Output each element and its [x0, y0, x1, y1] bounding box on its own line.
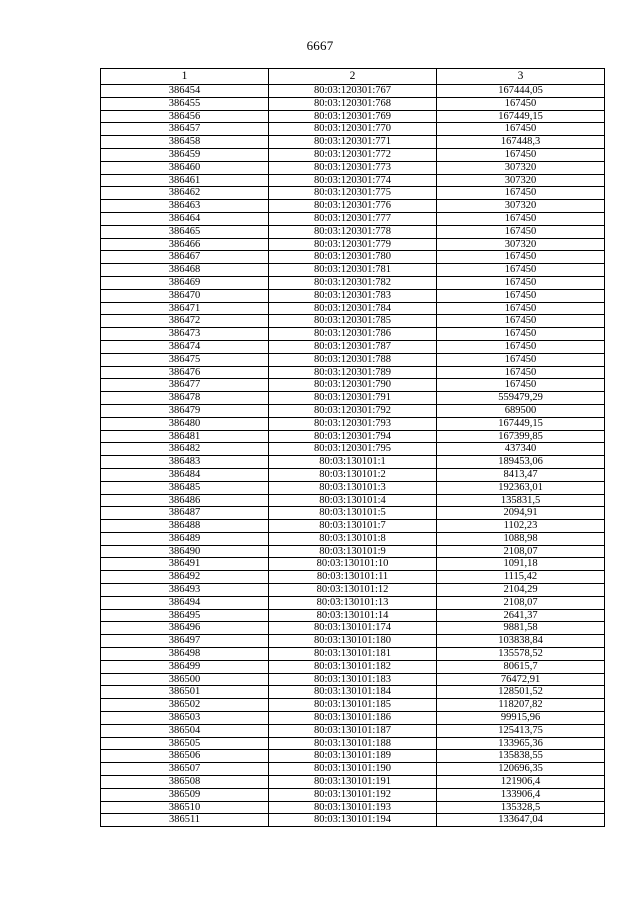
table-row — [101, 584, 605, 597]
value-cell: 167450 — [437, 302, 605, 315]
row-number-cell: 386467 — [101, 251, 269, 264]
table-row — [101, 187, 605, 200]
value-cell: 2641,37 — [437, 609, 605, 622]
table-row — [101, 123, 605, 136]
row-number-cell: 386486 — [101, 494, 269, 507]
row-number-cell: 386479 — [101, 404, 269, 417]
table-row — [101, 110, 605, 123]
value-cell: 167450 — [437, 251, 605, 264]
row-number-cell: 386511 — [101, 814, 269, 827]
table-row — [101, 404, 605, 417]
cadastral-number-cell: 80:03:130101:186 — [269, 712, 437, 725]
table-row — [101, 276, 605, 289]
table-row — [101, 571, 605, 584]
table-row — [101, 776, 605, 789]
column-header-3: 3 — [437, 69, 605, 85]
cadastral-number-cell: 80:03:130101:180 — [269, 635, 437, 648]
value-cell: 2094,91 — [437, 507, 605, 520]
table-row — [101, 225, 605, 238]
table-row — [101, 763, 605, 776]
row-number-cell: 386505 — [101, 737, 269, 750]
row-number-cell: 386478 — [101, 392, 269, 405]
row-number-cell: 386454 — [101, 85, 269, 98]
cadastral-number-cell: 80:03:120301:785 — [269, 315, 437, 328]
table-row — [101, 609, 605, 622]
cadastral-number-cell: 80:03:120301:782 — [269, 276, 437, 289]
table-row — [101, 699, 605, 712]
value-cell: 167399,85 — [437, 430, 605, 443]
row-number-cell: 386502 — [101, 699, 269, 712]
value-cell: 1115,42 — [437, 571, 605, 584]
cadastral-number-cell: 80:03:120301:773 — [269, 161, 437, 174]
value-cell: 689500 — [437, 404, 605, 417]
cadastral-number-cell: 80:03:130101:4 — [269, 494, 437, 507]
table-row — [101, 724, 605, 737]
value-cell: 167450 — [437, 289, 605, 302]
value-cell: 189453,06 — [437, 456, 605, 469]
table-row — [101, 392, 605, 405]
row-number-cell: 386495 — [101, 609, 269, 622]
cadastral-number-cell: 80:03:130101:8 — [269, 532, 437, 545]
row-number-cell: 386509 — [101, 788, 269, 801]
page-number: 6667 — [306, 38, 334, 53]
row-number-cell: 386461 — [101, 174, 269, 187]
cadastral-number-cell: 80:03:130101:181 — [269, 648, 437, 661]
row-number-cell: 386504 — [101, 724, 269, 737]
value-cell: 167450 — [437, 225, 605, 238]
cadastral-number-cell: 80:03:120301:778 — [269, 225, 437, 238]
row-number-cell: 386476 — [101, 366, 269, 379]
cadastral-number-cell: 80:03:120301:768 — [269, 97, 437, 110]
table-row — [101, 635, 605, 648]
row-number-cell: 386496 — [101, 622, 269, 635]
row-number-cell: 386466 — [101, 238, 269, 251]
cadastral-number-cell: 80:03:120301:774 — [269, 174, 437, 187]
cadastral-number-cell: 80:03:120301:770 — [269, 123, 437, 136]
value-cell: 133965,36 — [437, 737, 605, 750]
table-row — [101, 686, 605, 699]
value-cell: 1102,23 — [437, 520, 605, 533]
value-cell: 167450 — [437, 366, 605, 379]
cadastral-number-cell: 80:03:120301:777 — [269, 212, 437, 225]
row-number-cell: 386493 — [101, 584, 269, 597]
value-cell: 167449,15 — [437, 110, 605, 123]
table-row — [101, 161, 605, 174]
value-cell: 125413,75 — [437, 724, 605, 737]
row-number-cell: 386465 — [101, 225, 269, 238]
cadastral-number-cell: 80:03:130101:191 — [269, 776, 437, 789]
value-cell: 167450 — [437, 340, 605, 353]
table-row — [101, 532, 605, 545]
cadastral-number-cell: 80:03:130101:9 — [269, 545, 437, 558]
cadastral-number-cell: 80:03:120301:791 — [269, 392, 437, 405]
table-row — [101, 596, 605, 609]
cadastral-number-cell: 80:03:120301:775 — [269, 187, 437, 200]
row-number-cell: 386500 — [101, 673, 269, 686]
row-number-cell: 386494 — [101, 596, 269, 609]
table-row — [101, 481, 605, 494]
value-cell: 133906,4 — [437, 788, 605, 801]
row-number-cell: 386455 — [101, 97, 269, 110]
row-number-cell: 386487 — [101, 507, 269, 520]
table-row — [101, 648, 605, 661]
cadastral-number-cell: 80:03:120301:795 — [269, 443, 437, 456]
column-header-2: 2 — [269, 69, 437, 85]
row-number-cell: 386485 — [101, 481, 269, 494]
row-number-cell: 386497 — [101, 635, 269, 648]
table-row — [101, 251, 605, 264]
value-cell: 167444,05 — [437, 85, 605, 98]
table-row — [101, 443, 605, 456]
row-number-cell: 386463 — [101, 200, 269, 213]
row-number-cell: 386492 — [101, 571, 269, 584]
table-row — [101, 366, 605, 379]
cadastral-number-cell: 80:03:130101:2 — [269, 468, 437, 481]
row-number-cell: 386471 — [101, 302, 269, 315]
value-cell: 167450 — [437, 328, 605, 341]
row-number-cell: 386473 — [101, 328, 269, 341]
value-cell: 167450 — [437, 148, 605, 161]
value-cell: 167450 — [437, 353, 605, 366]
table-row — [101, 814, 605, 827]
value-cell: 167450 — [437, 212, 605, 225]
value-cell: 103838,84 — [437, 635, 605, 648]
cadastral-number-cell: 80:03:120301:769 — [269, 110, 437, 123]
cadastral-number-cell: 80:03:120301:790 — [269, 379, 437, 392]
row-number-cell: 386457 — [101, 123, 269, 136]
value-cell: 121906,4 — [437, 776, 605, 789]
value-cell: 118207,82 — [437, 699, 605, 712]
row-number-cell: 386508 — [101, 776, 269, 789]
table-row — [101, 494, 605, 507]
value-cell: 192363,01 — [437, 481, 605, 494]
cadastral-number-cell: 80:03:120301:772 — [269, 148, 437, 161]
table-row — [101, 507, 605, 520]
table-row — [101, 315, 605, 328]
table-row — [101, 417, 605, 430]
value-cell: 2104,29 — [437, 584, 605, 597]
value-cell: 167450 — [437, 97, 605, 110]
table-row — [101, 468, 605, 481]
row-number-cell: 386470 — [101, 289, 269, 302]
value-cell: 167450 — [437, 187, 605, 200]
row-number-cell: 386472 — [101, 315, 269, 328]
row-number-cell: 386484 — [101, 468, 269, 481]
table-row — [101, 136, 605, 149]
cadastral-number-cell: 80:03:120301:776 — [269, 200, 437, 213]
cadastral-number-cell: 80:03:120301:779 — [269, 238, 437, 251]
value-cell: 135328,5 — [437, 801, 605, 814]
value-cell: 99915,96 — [437, 712, 605, 725]
value-cell: 167450 — [437, 264, 605, 277]
value-cell: 307320 — [437, 174, 605, 187]
row-number-cell: 386488 — [101, 520, 269, 533]
row-number-cell: 386491 — [101, 558, 269, 571]
table-row — [101, 558, 605, 571]
cadastral-number-cell: 80:03:120301:792 — [269, 404, 437, 417]
table-row — [101, 456, 605, 469]
cadastral-number-cell: 80:03:120301:781 — [269, 264, 437, 277]
table-header-row — [101, 69, 605, 85]
table-row — [101, 289, 605, 302]
table-row — [101, 302, 605, 315]
table-row — [101, 520, 605, 533]
cadastral-number-cell: 80:03:130101:1 — [269, 456, 437, 469]
value-cell: 8413,47 — [437, 468, 605, 481]
cadastral-number-cell: 80:03:130101:192 — [269, 788, 437, 801]
row-number-cell: 386477 — [101, 379, 269, 392]
cadastral-number-cell: 80:03:130101:14 — [269, 609, 437, 622]
row-number-cell: 386498 — [101, 648, 269, 661]
value-cell: 307320 — [437, 200, 605, 213]
table-row — [101, 238, 605, 251]
cadastral-number-cell: 80:03:130101:184 — [269, 686, 437, 699]
value-cell: 120696,35 — [437, 763, 605, 776]
table-row — [101, 622, 605, 635]
value-cell: 1088,98 — [437, 532, 605, 545]
cadastral-number-cell: 80:03:120301:784 — [269, 302, 437, 315]
value-cell: 80615,7 — [437, 660, 605, 673]
value-cell: 2108,07 — [437, 545, 605, 558]
table-row — [101, 660, 605, 673]
cadastral-number-cell: 80:03:120301:783 — [269, 289, 437, 302]
table-row — [101, 712, 605, 725]
row-number-cell: 386460 — [101, 161, 269, 174]
value-cell: 167450 — [437, 379, 605, 392]
value-cell: 167450 — [437, 315, 605, 328]
value-cell: 1091,18 — [437, 558, 605, 571]
row-number-cell: 386489 — [101, 532, 269, 545]
row-number-cell: 386480 — [101, 417, 269, 430]
row-number-cell: 386462 — [101, 187, 269, 200]
cadastral-number-cell: 80:03:130101:13 — [269, 596, 437, 609]
table-row — [101, 200, 605, 213]
row-number-cell: 386481 — [101, 430, 269, 443]
value-cell: 135578,52 — [437, 648, 605, 661]
table-row — [101, 788, 605, 801]
table-row — [101, 379, 605, 392]
cadastral-number-cell: 80:03:130101:190 — [269, 763, 437, 776]
row-number-cell: 386469 — [101, 276, 269, 289]
value-cell: 76472,91 — [437, 673, 605, 686]
cadastral-number-cell: 80:03:130101:183 — [269, 673, 437, 686]
table-row — [101, 340, 605, 353]
column-header-1: 1 — [101, 69, 269, 85]
row-number-cell: 386464 — [101, 212, 269, 225]
table-row — [101, 212, 605, 225]
row-number-cell: 386456 — [101, 110, 269, 123]
table-row — [101, 801, 605, 814]
value-cell: 559479,29 — [437, 392, 605, 405]
value-cell: 135838,55 — [437, 750, 605, 763]
value-cell: 135831,5 — [437, 494, 605, 507]
row-number-cell: 386510 — [101, 801, 269, 814]
value-cell: 307320 — [437, 238, 605, 251]
row-number-cell: 386458 — [101, 136, 269, 149]
table-row — [101, 148, 605, 161]
table-row — [101, 353, 605, 366]
table-row — [101, 545, 605, 558]
value-cell: 437340 — [437, 443, 605, 456]
value-cell: 128501,52 — [437, 686, 605, 699]
cadastral-number-cell: 80:03:120301:787 — [269, 340, 437, 353]
cadastral-number-cell: 80:03:120301:793 — [269, 417, 437, 430]
row-number-cell: 386506 — [101, 750, 269, 763]
table-row — [101, 328, 605, 341]
value-cell: 167450 — [437, 276, 605, 289]
row-number-cell: 386474 — [101, 340, 269, 353]
cadastral-number-cell: 80:03:130101:188 — [269, 737, 437, 750]
value-cell: 9881,58 — [437, 622, 605, 635]
value-cell: 167449,15 — [437, 417, 605, 430]
table-row — [101, 97, 605, 110]
cadastral-number-cell: 80:03:120301:789 — [269, 366, 437, 379]
row-number-cell: 386490 — [101, 545, 269, 558]
cadastral-number-cell: 80:03:130101:185 — [269, 699, 437, 712]
cadastral-number-cell: 80:03:120301:794 — [269, 430, 437, 443]
data-table — [100, 68, 605, 827]
value-cell: 2108,07 — [437, 596, 605, 609]
cadastral-number-cell: 80:03:130101:174 — [269, 622, 437, 635]
cadastral-number-cell: 80:03:130101:12 — [269, 584, 437, 597]
row-number-cell: 386475 — [101, 353, 269, 366]
cadastral-number-cell: 80:03:130101:182 — [269, 660, 437, 673]
cadastral-number-cell: 80:03:130101:10 — [269, 558, 437, 571]
table-row — [101, 85, 605, 98]
row-number-cell: 386482 — [101, 443, 269, 456]
value-cell: 307320 — [437, 161, 605, 174]
cadastral-number-cell: 80:03:130101:7 — [269, 520, 437, 533]
row-number-cell: 386499 — [101, 660, 269, 673]
cadastral-number-cell: 80:03:120301:786 — [269, 328, 437, 341]
cadastral-number-cell: 80:03:120301:788 — [269, 353, 437, 366]
row-number-cell: 386507 — [101, 763, 269, 776]
value-cell: 167450 — [437, 123, 605, 136]
row-number-cell: 386501 — [101, 686, 269, 699]
cadastral-number-cell: 80:03:130101:3 — [269, 481, 437, 494]
table-row — [101, 737, 605, 750]
table-row — [101, 430, 605, 443]
row-number-cell: 386503 — [101, 712, 269, 725]
cadastral-number-cell: 80:03:130101:5 — [269, 507, 437, 520]
cadastral-number-cell: 80:03:130101:11 — [269, 571, 437, 584]
table-row — [101, 264, 605, 277]
row-number-cell: 386483 — [101, 456, 269, 469]
value-cell: 167448,3 — [437, 136, 605, 149]
table-row — [101, 750, 605, 763]
table-row — [101, 174, 605, 187]
row-number-cell: 386468 — [101, 264, 269, 277]
table-body — [101, 85, 605, 827]
cadastral-number-cell: 80:03:130101:194 — [269, 814, 437, 827]
cadastral-number-cell: 80:03:120301:771 — [269, 136, 437, 149]
cadastral-number-cell: 80:03:130101:187 — [269, 724, 437, 737]
value-cell: 133647,04 — [437, 814, 605, 827]
cadastral-number-cell: 80:03:120301:767 — [269, 85, 437, 98]
row-number-cell: 386459 — [101, 148, 269, 161]
table-row — [101, 673, 605, 686]
cadastral-number-cell: 80:03:130101:189 — [269, 750, 437, 763]
cadastral-number-cell: 80:03:120301:780 — [269, 251, 437, 264]
cadastral-number-cell: 80:03:130101:193 — [269, 801, 437, 814]
